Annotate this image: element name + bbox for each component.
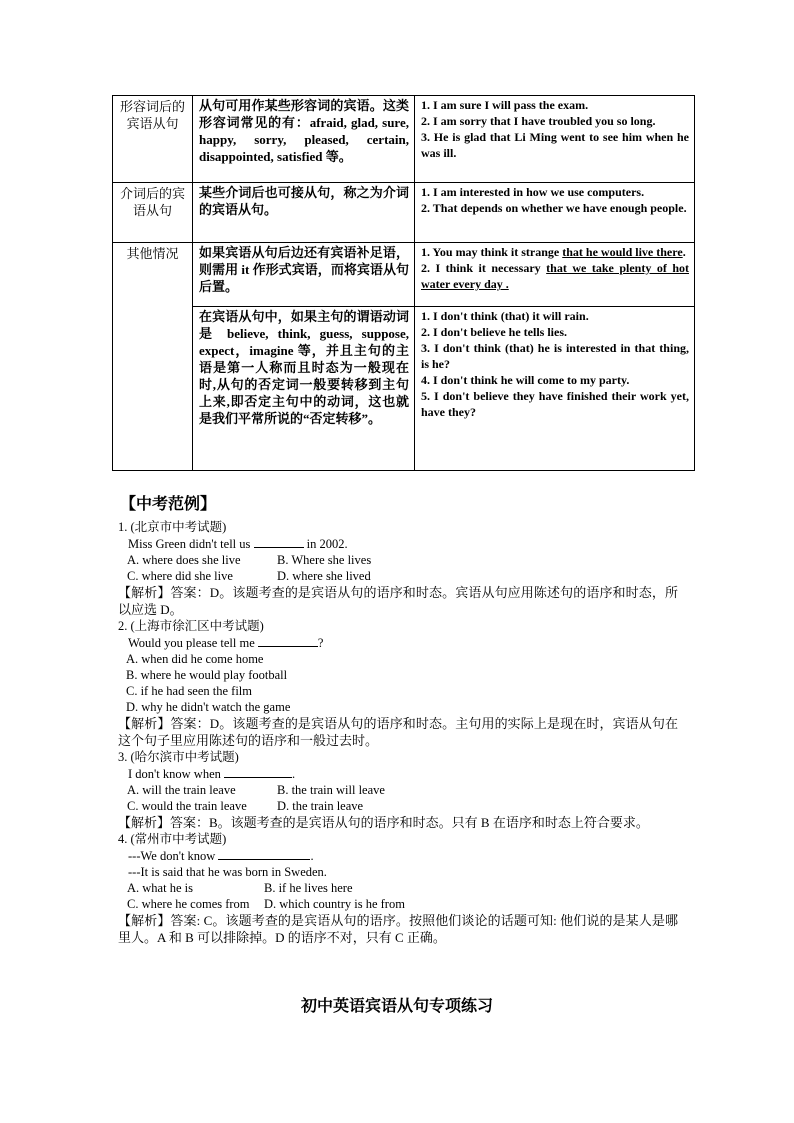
example-sentence: 4. I don't think he will come to my party. xyxy=(421,373,630,387)
example-sentence: 1. You may think it strange that he would live there. xyxy=(421,245,686,259)
example-sentence: 3. I don't think (that) he is interested in that thing, is he? xyxy=(421,341,689,371)
option-row: A. will the train leave B. the train will leave xyxy=(127,783,385,797)
row-category: 介词后的宾语从句 xyxy=(113,183,193,243)
option: C. if he had seen the film xyxy=(126,684,253,698)
example-sentence: 3. He is glad that Li Ming went to see him when he was ill. xyxy=(421,130,689,160)
option: A. when did he come home xyxy=(126,652,264,666)
example-sentence: 2. I think it necessary that we take plenty of hot water every day . xyxy=(421,261,689,291)
underlined-clause: that he would live there xyxy=(562,245,683,259)
option-row: A. what he is B. if he lives here xyxy=(127,881,353,895)
answer-explanation: 【解析】答案: C。该题考查的是宾语从句的语序。按照他们谈论的话题可知: 他们说的是某人是哪里人。A 和 B 可以排除掉。D 的语序不对，只有 C 正确。 xyxy=(118,913,678,945)
answer-explanation: 【解析】答案：D。该题考查的是宾语从句的语序和时态。主句用的实际上是现在时，宾语从句在这个句子里应用陈述句的语序和一般过去时。 xyxy=(118,716,678,748)
row-description: 某些介词后也可接从句，称之为介词的宾语从句。 xyxy=(193,183,415,243)
option-row: A. where does she live B. Where she lives xyxy=(127,553,372,567)
row-examples xyxy=(415,96,695,183)
row-description: 如果宾语从句后边还有宾语补足语，则需用 it 作形式宾语，而将宾语从句后置。 xyxy=(193,243,415,307)
example-sentence: 5. I don't believe they have finished their work yet, have they? xyxy=(421,389,689,419)
grammar-table xyxy=(112,95,695,471)
row-description: 在宾语从句中，如果主句的谓语动词是 believe, think, guess, suppose, expect，imagine 等，并且主句的主语是第一人称而且时态为一般现在时,从句的否定词一般要转移到主句上来,即否定主句中的动词，这也就是我们平常所说的“否定转移”。 xyxy=(193,307,415,471)
answer-blank xyxy=(254,535,304,548)
question-source: 1. (北京市中考试题) xyxy=(118,520,227,534)
section-heading: 【中考范例】 xyxy=(120,496,217,513)
row-examples xyxy=(415,183,695,243)
row-examples xyxy=(415,307,695,471)
example-sentence: 1. I am interested in how we use computers. xyxy=(421,185,645,199)
example-sentence: 2. I am sorry that I have troubled you so long. xyxy=(421,114,656,128)
underlined-clause: that we take plenty of hot water every day . xyxy=(421,261,689,291)
answer-blank xyxy=(224,765,292,778)
example-sentence: 2. That depends on whether we have enough people. xyxy=(421,201,687,215)
question-stem: ---We don't know . xyxy=(128,849,314,863)
practice-title: 初中英语宾语从句专项练习 xyxy=(300,996,493,1015)
question-source: 3. (哈尔滨市中考试题) xyxy=(118,750,239,764)
option: B. where he would play football xyxy=(126,668,288,682)
row-examples xyxy=(415,243,695,307)
example-sentence: 1. I don't think (that) it will rain. xyxy=(421,309,589,323)
row-description: 从句可用作某些形容词的宾语。这类形容词常见的有：afraid, glad, sure, happy, sorry, pleased, certain, disappointed, satisfied 等。 xyxy=(193,96,415,183)
answer-blank xyxy=(218,847,310,860)
example-sentence: 2. I don't believe he tells lies. xyxy=(421,325,567,339)
example-sentence: 1. I am sure I will pass the exam. xyxy=(421,98,589,112)
table-row xyxy=(113,96,695,183)
option-row: C. where he comes from D. which country is he from xyxy=(127,897,405,911)
row-category: 形容词后的宾语从句 xyxy=(113,96,193,183)
option-row: C. where did she live D. where she lived xyxy=(127,569,371,583)
table-row xyxy=(113,183,695,243)
option-row: C. would the train leave D. the train leave xyxy=(127,799,364,813)
table-row xyxy=(113,307,695,471)
option: D. why he didn't watch the game xyxy=(126,700,291,714)
exam-examples-section xyxy=(118,495,678,946)
question-stem: Would you please tell me ? xyxy=(128,636,324,650)
answer-explanation: 【解析】答案：D。该题考查的是宾语从句的语序和时态。宾语从句应用陈述句的语序和时态，所以应选 D。 xyxy=(118,585,678,617)
row-category: 其他情况 xyxy=(113,243,193,471)
dialogue-reply: ---It is said that he was born in Sweden. xyxy=(128,865,327,879)
answer-explanation: 【解析】答案：B。该题考查的是宾语从句的语序和时态。只有 B 在语序和时态上符合要求。 xyxy=(118,815,649,830)
question-source: 4. (常州市中考试题) xyxy=(118,832,227,846)
table-row xyxy=(113,243,695,307)
question-stem: I don't know when . xyxy=(128,767,296,781)
answer-blank xyxy=(258,634,318,647)
question-stem: Miss Green didn't tell us in 2002. xyxy=(128,537,348,551)
question-source: 2. (上海市徐汇区中考试题) xyxy=(118,619,264,633)
